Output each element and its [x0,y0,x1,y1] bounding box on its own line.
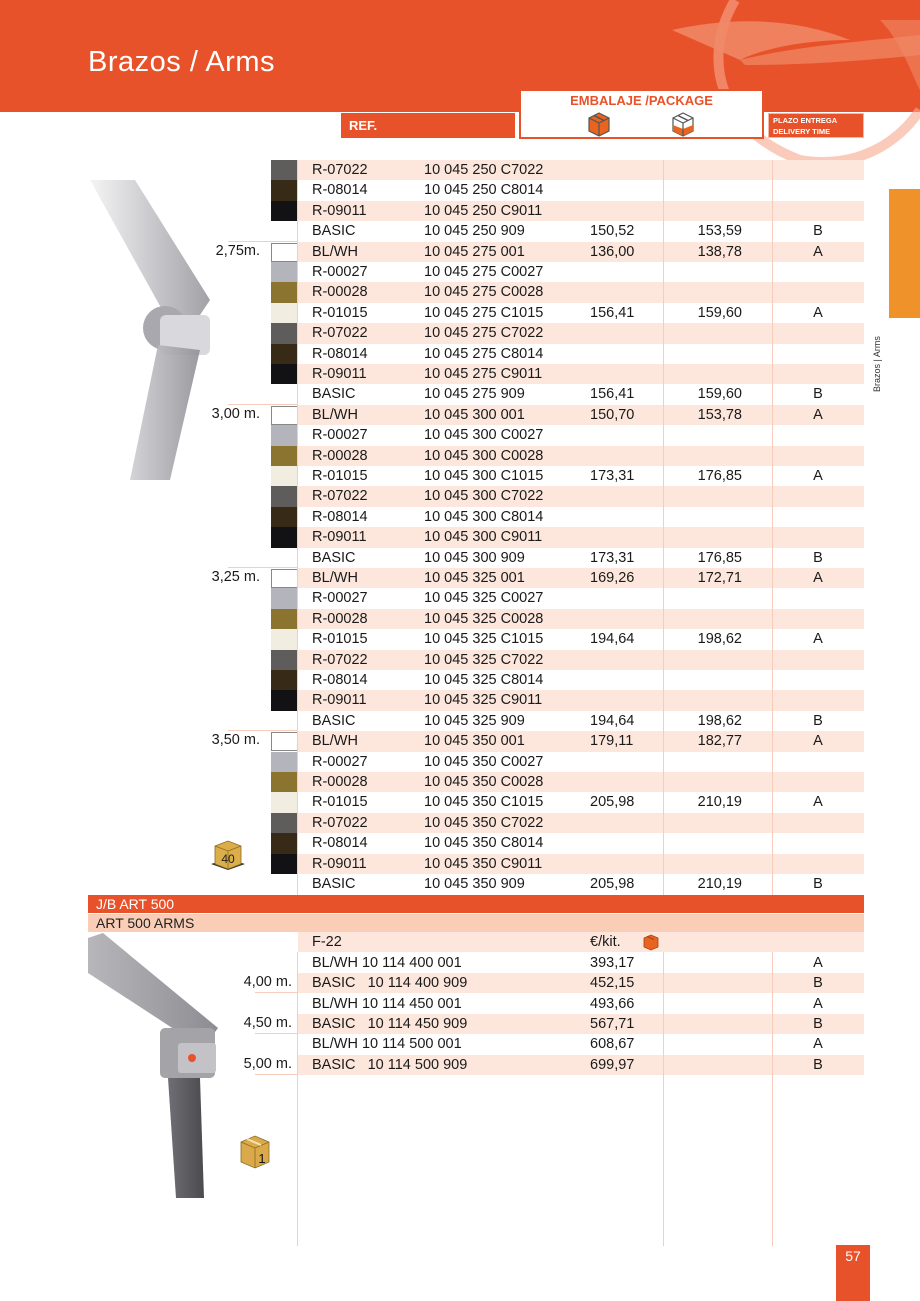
cell-p2: 153,78 [697,406,742,423]
color-swatch [271,752,298,772]
cell-name: R-09011 [312,692,367,709]
table-row [298,548,864,568]
size-label: 3,25 m. [211,569,260,585]
cell-p2: 159,60 [697,304,742,321]
color-swatch [271,282,298,302]
cell-code: 10 045 325 C0028 [424,610,544,627]
cell-name: R-09011 [312,529,367,546]
cell-name: R-09011 [312,202,367,219]
cell-name: R-07022 [312,488,368,505]
cell-p1: 205,98 [590,876,635,892]
cell-p1: 156,41 [590,386,635,403]
cell-code: 10 045 275 001 [424,243,525,260]
size-label: 3,50 m. [211,732,260,749]
table-row [298,425,864,445]
cell-p2: 159,60 [697,386,742,403]
cell-code: 10 045 300 C9011 [424,529,543,546]
table-row [298,507,864,527]
color-swatch [271,527,298,547]
table-row [298,953,864,973]
color-swatch [271,732,298,751]
color-swatch [271,364,298,384]
cell-code: 10 045 350 C0028 [424,774,544,790]
cell-name: BASIC [312,712,356,729]
column-divider [663,952,664,1246]
cell-item: BL/WH 10 114 400 001 [312,955,462,971]
cell-name: R-00028 [312,774,368,790]
cell-p2: 176,85 [697,468,742,484]
cell-p2: 176,85 [697,549,742,566]
table-row [298,609,864,629]
color-swatch [271,609,298,629]
color-swatch [271,629,298,649]
cell-del: A [813,794,823,811]
cell-name: R-08014 [312,672,368,688]
cell-name: R-08014 [312,508,368,525]
cell-code: 10 045 275 909 [424,386,525,403]
cell-p1: 194,64 [590,631,635,648]
cell-p1: 205,98 [590,794,635,811]
cell-code: 10 045 300 001 [424,406,525,423]
size-divider [255,992,298,993]
table-row [298,405,864,425]
cell-name: R-00028 [312,610,368,627]
color-swatch [271,854,298,874]
cell-name: R-07022 [312,162,368,178]
color-swatch [271,813,298,833]
cell-p2: 198,62 [697,631,742,648]
cell-name: BL/WH [312,570,358,586]
size-label: 2,75m. [215,242,260,259]
cell-del: B [813,876,823,892]
pallet-40-icon [208,836,248,874]
column-divider [772,952,773,1246]
cell-name: R-08014 [312,182,368,199]
cell-code: 10 045 350 C7022 [424,814,544,831]
table-row [298,772,864,792]
cell-del: B [813,1056,823,1073]
color-swatch [271,262,298,282]
cell-name: R-01015 [312,468,368,484]
color-swatch [271,446,298,466]
cell-item: BASIC 10 114 500 909 [312,1056,468,1073]
cell-code: 10 045 250 909 [424,223,525,240]
table-row [298,1055,864,1075]
table-row [298,262,864,282]
color-swatch [271,344,298,364]
table-row [298,670,864,690]
cell-item: BASIC 10 114 400 909 [312,975,468,992]
cell-name: R-00028 [312,284,368,301]
table-header-row [298,932,864,952]
color-swatch [271,323,298,343]
cell-code: 10 045 275 C7022 [424,325,544,342]
cell-code: 10 045 350 C9011 [424,855,543,872]
table-row [298,711,864,731]
cell-p1: 156,41 [590,304,635,321]
cell-code: 10 045 275 C0027 [424,264,544,280]
table-row [298,303,864,323]
size-label: 4,50 m. [243,1014,292,1031]
cell-code: 10 045 250 C7022 [424,162,544,178]
table-row [298,344,864,364]
cell-del: A [813,304,823,321]
cell-p2: 198,62 [697,712,742,729]
cell-code: 10 045 300 909 [424,549,525,566]
cell-code: 10 045 325 C8014 [424,672,544,688]
table-row [298,731,864,751]
table-row [298,854,864,874]
package-column-header [519,89,764,139]
size-divider [228,567,298,568]
cell-del: B [813,386,823,403]
cell-name: R-01015 [312,794,368,811]
column-divider [663,160,664,895]
table-row [298,160,864,180]
cell-code: 10 045 300 C0027 [424,427,544,444]
table-row [298,446,864,466]
table-row [298,650,864,670]
cell-price: 493,66 [590,995,635,1012]
box-orange-icon [642,933,660,951]
cell-name: R-00027 [312,427,368,444]
color-swatch [271,772,298,792]
cell-p2: 172,71 [697,570,742,586]
cell-p2: 210,19 [697,876,742,892]
cell-code: 10 045 325 C1015 [424,631,544,648]
cell-name: R-01015 [312,304,368,321]
table-row [298,792,864,812]
table-row [298,486,864,506]
section-subtitle-bar: ART 500 ARMS [88,914,864,932]
table-row [298,364,864,384]
table-row [298,1034,864,1054]
cell-item: BL/WH 10 114 450 001 [312,995,462,1012]
cell-code: 10 045 275 C0028 [424,284,544,301]
cell-del: A [813,468,823,484]
cell-p2: 138,78 [697,243,742,260]
column-divider [297,160,298,895]
color-swatch [271,569,298,588]
cell-p1: 194,64 [590,712,635,729]
cell-code: 10 045 250 C8014 [424,182,544,199]
table-row [298,629,864,649]
table-row [298,973,864,993]
column-divider [297,952,298,1246]
cell-p2: 210,19 [697,794,742,811]
cell-item: BASIC 10 114 450 909 [312,1015,468,1032]
table-row [298,813,864,833]
table-row [298,466,864,486]
table-row [298,201,864,221]
box-half-white-icon [669,111,697,137]
cell-name: R-09011 [312,855,367,872]
cell-code: 10 045 350 C0027 [424,753,544,770]
cell-code: 10 045 325 C9011 [424,692,543,709]
column-divider [772,160,773,895]
cell-name: R-00028 [312,447,368,464]
cell-code: 10 045 275 C8014 [424,345,544,362]
cell-p1: 179,11 [590,733,634,750]
table-row [298,323,864,343]
color-swatch [271,425,298,445]
ref-column-header: REF. [341,113,515,138]
cell-del: A [813,243,823,260]
cell-p2: 153,59 [697,223,742,240]
package-label: EMBALAJE /PACKAGE [570,93,713,108]
side-section-label: Brazos | Arms [872,336,882,392]
cell-del: A [813,733,823,750]
cell-del: B [813,549,823,566]
cell-price: 608,67 [590,1036,635,1053]
cell-p1: 136,00 [590,243,635,260]
box-orange-icon [585,111,613,137]
cell-p1: 150,52 [590,223,635,240]
cell-price: 393,17 [590,955,635,971]
cell-p2: 182,77 [697,733,742,750]
color-swatch [271,160,298,180]
color-swatch [271,690,298,710]
cell-p1: 169,26 [590,570,635,586]
page-number: 57 [836,1245,870,1301]
color-swatch [271,670,298,690]
table-row [298,221,864,241]
section-title-bar: J/B ART 500 [88,895,864,913]
cell-code: 10 045 275 C9011 [424,366,543,382]
cell-del: B [813,1015,823,1032]
price-unit-label: €/kit. [590,934,621,950]
cell-code: 10 045 275 C1015 [424,304,544,321]
size-divider [228,241,298,242]
cell-code: 10 045 325 909 [424,712,525,729]
color-swatch [271,792,298,812]
cell-name: BASIC [312,876,356,892]
package-1-icon [238,1134,272,1170]
color-swatch [271,201,298,221]
cell-del: B [813,975,823,992]
cell-name: BL/WH [312,243,358,260]
svg-text:40: 40 [221,852,235,866]
color-swatch [271,486,298,506]
cell-del: A [813,955,823,971]
table-row [298,1014,864,1034]
delivery-label-en: DELIVERY TIME [773,127,831,136]
cell-name: BASIC [312,549,356,566]
cell-code: 10 045 325 C0027 [424,590,544,607]
art500-arm-product-image [88,933,228,1203]
cell-code: 10 045 325 001 [424,570,525,586]
size-divider [228,730,298,731]
table-row [298,833,864,853]
cell-item: BL/WH 10 114 500 001 [312,1036,462,1053]
cell-price: 452,15 [590,975,635,992]
cell-name: R-00027 [312,753,368,770]
cell-p1: 150,70 [590,406,635,423]
table-row [298,527,864,547]
cell-name: R-07022 [312,651,368,668]
color-swatch [271,588,298,608]
cell-code: 10 045 325 C7022 [424,651,544,668]
cell-name: R-08014 [312,835,368,852]
delivery-time-column-header [768,113,864,138]
size-divider [228,404,298,405]
cell-del: B [813,712,823,729]
table-row [298,180,864,200]
cell-name: R-08014 [312,345,368,362]
svg-text:1: 1 [258,1151,266,1166]
cell-code: 10 045 350 909 [424,876,525,892]
color-swatch [271,650,298,670]
delivery-label-es: PLAZO ENTREGA [773,116,838,125]
arm-product-image [60,180,260,520]
size-label: 4,00 m. [243,974,292,991]
table-row [298,588,864,608]
cell-code: 10 045 300 C7022 [424,488,544,505]
cell-name: R-09011 [312,366,367,382]
table-row [298,282,864,302]
cell-del: A [813,1036,823,1053]
cell-name: R-07022 [312,325,368,342]
cell-price: 699,97 [590,1056,635,1073]
finish-code: F-22 [312,934,342,950]
table-row [298,874,864,894]
cell-code: 10 045 350 C8014 [424,835,544,852]
cell-name: BASIC [312,223,356,240]
table-row [298,384,864,404]
cell-name: BASIC [312,386,356,403]
cell-del: A [813,995,823,1012]
cell-code: 10 045 300 C0028 [424,447,544,464]
cell-p1: 173,31 [590,549,635,566]
side-section-tab [889,189,920,318]
cell-name: BL/WH [312,733,358,750]
cell-name: R-07022 [312,814,368,831]
table-row [298,994,864,1014]
cell-code: 10 045 350 001 [424,733,525,750]
cell-name: R-00027 [312,264,368,280]
color-swatch [271,406,298,425]
table-row [298,690,864,710]
cell-name: BL/WH [312,406,358,423]
cell-p1: 173,31 [590,468,635,484]
cell-code: 10 045 300 C1015 [424,468,544,484]
size-divider [255,1033,298,1034]
cell-name: R-00027 [312,590,368,607]
cell-name: R-01015 [312,631,368,648]
color-swatch [271,507,298,527]
cell-del: B [813,223,823,240]
table-row [298,242,864,262]
color-swatch [271,243,298,262]
cell-price: 567,71 [590,1015,635,1032]
color-swatch [271,466,298,486]
page-title: Brazos / Arms [88,46,275,78]
size-divider [255,1074,298,1075]
cell-code: 10 045 350 C1015 [424,794,544,811]
cell-code: 10 045 300 C8014 [424,508,544,525]
color-swatch [271,303,298,323]
size-label: 5,00 m. [243,1055,292,1072]
table-row [298,752,864,772]
color-swatch [271,180,298,200]
color-swatch [271,833,298,853]
cell-del: A [813,631,823,648]
cell-del: A [813,570,823,586]
cell-code: 10 045 250 C9011 [424,202,543,219]
table-row [298,568,864,588]
size-label: 3,00 m. [211,405,260,422]
cell-del: A [813,406,823,423]
